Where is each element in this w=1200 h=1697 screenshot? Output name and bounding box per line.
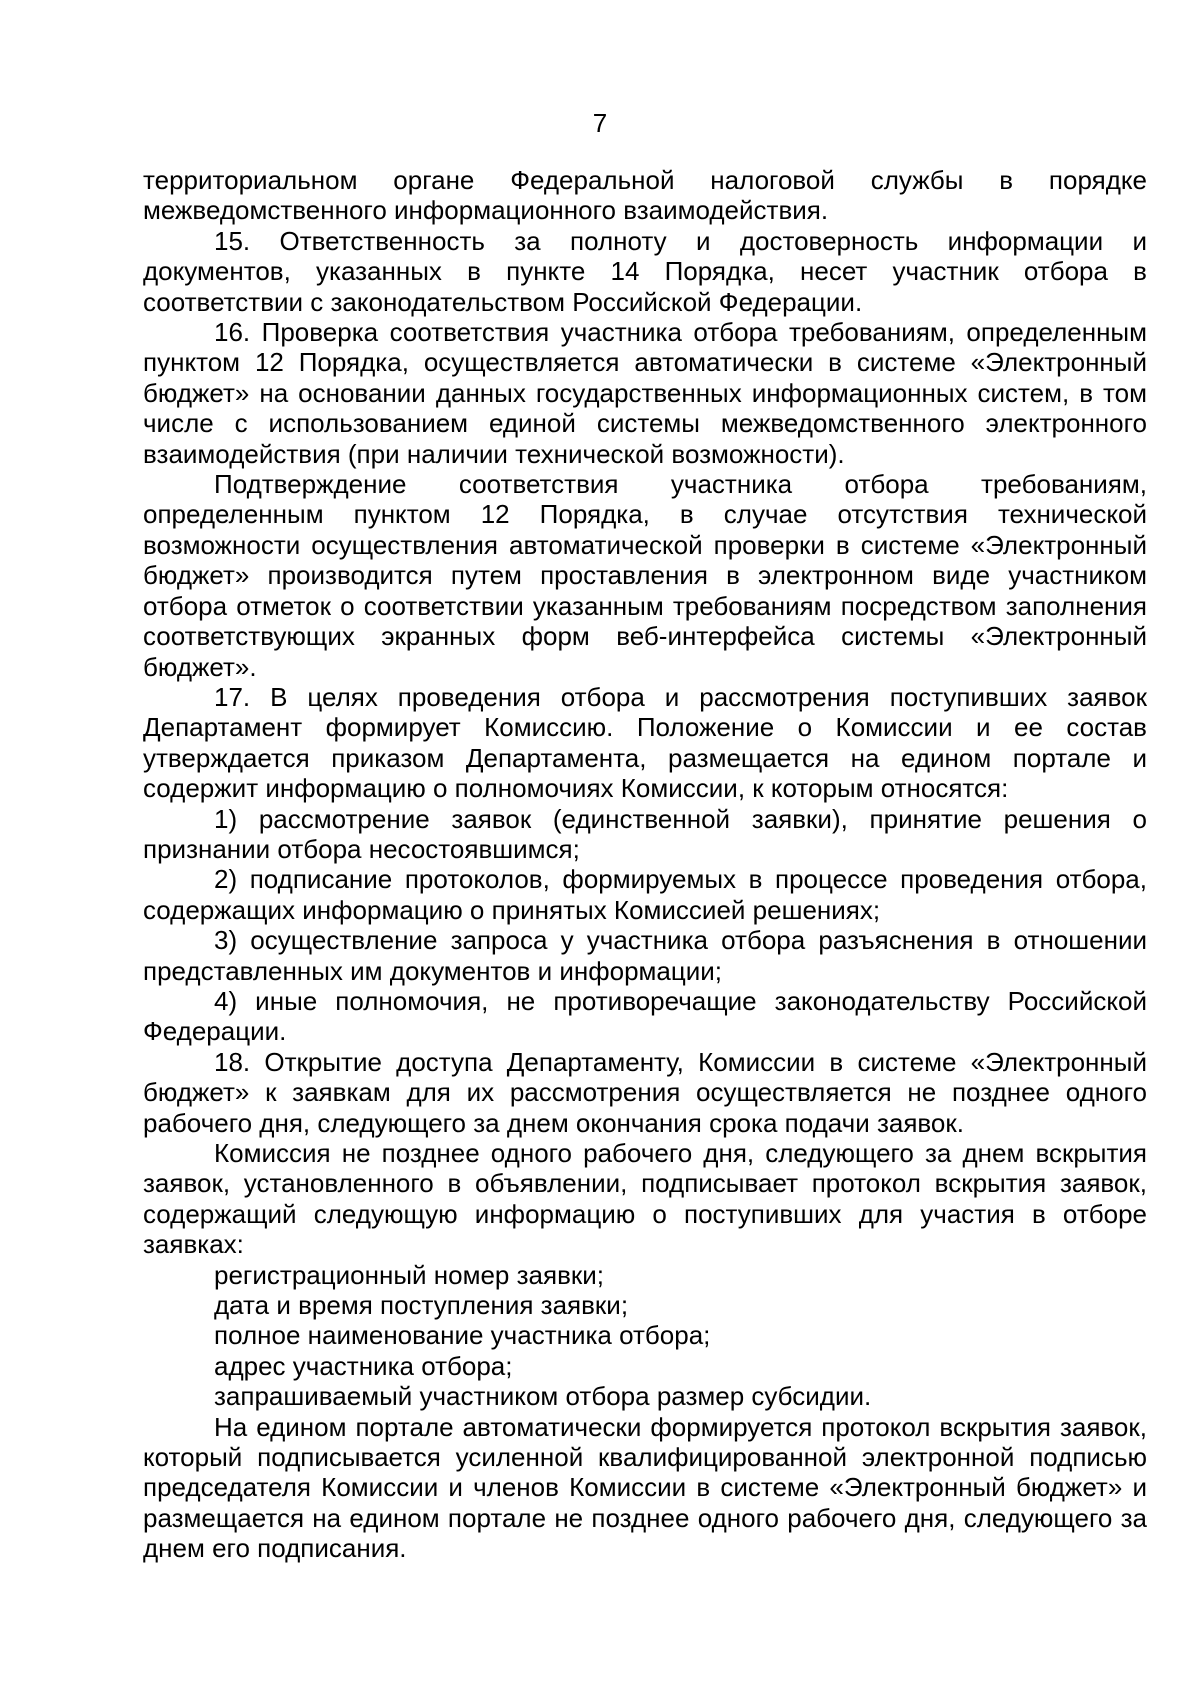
list-item-1: 1) рассмотрение заявок (единственной заявки), принятие решения о признании отбора несостоявшимся; xyxy=(143,803,1147,864)
page-number: 7 xyxy=(592,108,608,138)
paragraph-18-commission: Комиссия не позднее одного рабочего дня, следующего за днем вскрытия заявок, установленного в объявлении, подписывает протокол вскрытия заявок, содержащий следующую информацию о поступивших для участия в отборе заявках: xyxy=(143,1138,1147,1260)
document-body xyxy=(143,165,1147,1564)
list-item-2: 2) подписание протоколов, формируемых в процессе проведения отбора, содержащих информацию о принятых Комиссией решениях; xyxy=(143,864,1147,925)
info-item-full-name: полное наименование участника отбора; xyxy=(214,1320,711,1351)
info-item-registration-number: регистрационный номер заявки; xyxy=(214,1259,605,1290)
info-item-date-time: дата и время поступления заявки; xyxy=(214,1290,629,1321)
paragraph-18-protocol: На едином портале автоматически формируется протокол вскрытия заявок, который подписывается усиленной квалифицированной электронной подписью председателя Комиссии и членов Комиссии в системе «Электронный бюджет» и размещается на едином портале не позднее одного рабочего дня, следующего за днем его подписания. xyxy=(143,1411,1147,1564)
paragraph-17: 17. В целях проведения отбора и рассмотрения поступивших заявок Департамент формирует Комиссию. Положение о Комиссии и ее состав утверждается приказом Департамента, размещается на едином портале и содержит информацию о полномочиях Комиссии, к которым относятся: xyxy=(143,681,1147,804)
paragraph-16-confirmation: Подтверждение соответствия участника отбора требованиям, определенным пунктом 12 Порядка, в случае отсутствия технической возможности осуществления автоматической проверки в системе «Электронный бюджет» производится путем проставления в электронном виде участником отбора отметок о соответствии указанным требованиям посредством заполнения соответствующих экранных форм веб-интерфейса системы «Электронный бюджет». xyxy=(143,469,1147,682)
paragraph-18: 18. Открытие доступа Департаменту, Комиссии в системе «Электронный бюджет» к заявкам для их рассмотрения осуществляется не позднее одного рабочего дня, следующего за днем окончания срока подачи заявок. xyxy=(143,1046,1147,1138)
list-item-4: 4) иные полномочия, не противоречащие законодательству Российской Федерации. xyxy=(143,985,1147,1047)
paragraph-16: 16. Проверка соответствия участника отбора требованиям, определенным пунктом 12 Порядка, осуществляется автоматически в системе «Электронный бюджет» на основании данных государственных информационных систем, в том числе с использованием единой системы межведомственного электронного взаимодействия (при наличии технической возможности). xyxy=(143,317,1147,469)
info-item-address: адрес участника отбора; xyxy=(214,1350,513,1381)
paragraph-continuation: территориальном органе Федеральной налоговой службы в порядке межведомственного информационного взаимодействия. xyxy=(143,165,1147,226)
list-item-3: 3) осуществление запроса у участника отбора разъяснения в отношении представленных им документов и информации; xyxy=(143,925,1147,986)
paragraph-15: 15. Ответственность за полноту и достоверность информации и документов, указанных в пункте 14 Порядка, несет участник отбора в соответствии с законодательством Российской Федерации. xyxy=(143,225,1147,317)
info-item-subsidy-amount: запрашиваемый участником отбора размер субсидии. xyxy=(214,1381,872,1412)
